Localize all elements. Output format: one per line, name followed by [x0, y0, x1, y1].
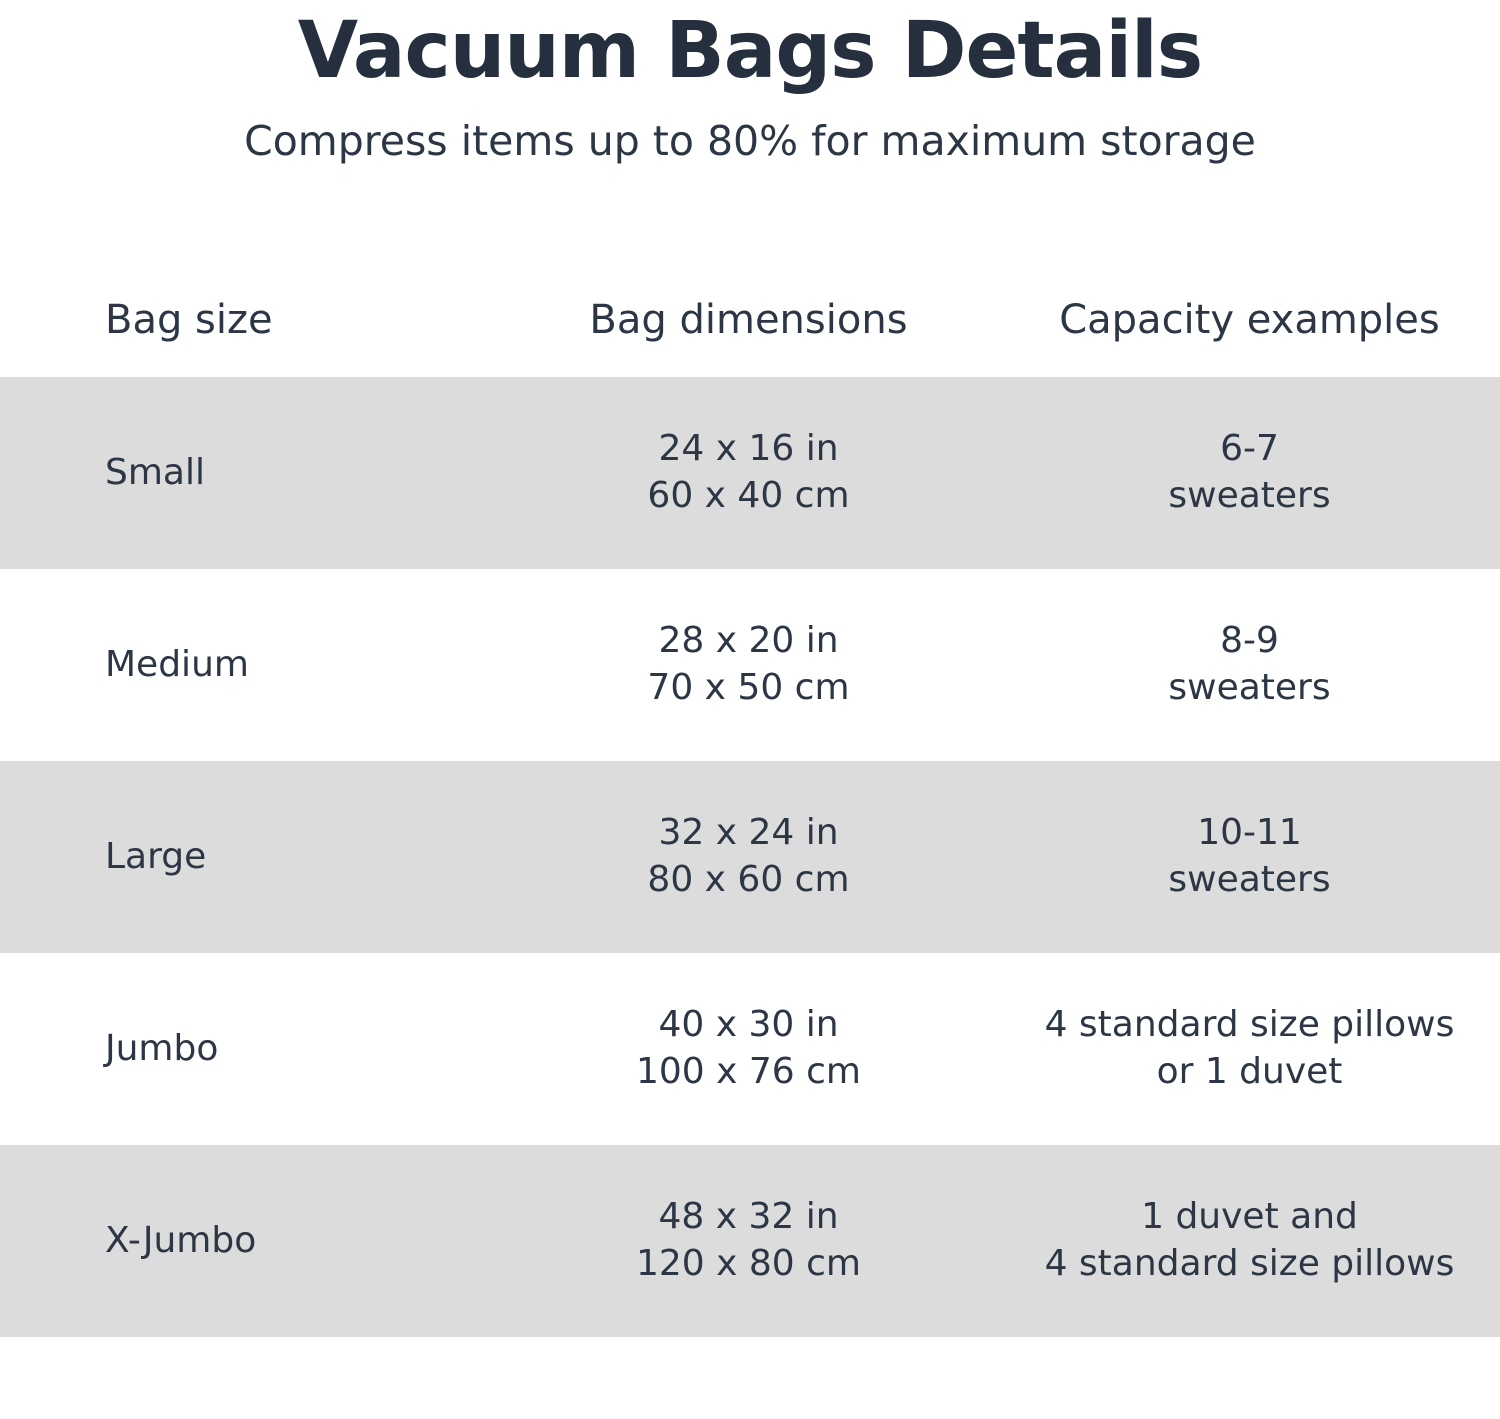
capacity-line-1: 8-9 — [1220, 620, 1279, 662]
capacity-line-2: 4 standard size pillows — [1044, 1242, 1455, 1284]
capacity-line-1: 10-11 — [1197, 812, 1302, 854]
specs-table — [0, 287, 1500, 1337]
capacity-line-1: 6-7 — [1220, 428, 1279, 470]
table-row — [0, 953, 1500, 1145]
cell-bag-size: Jumbo — [105, 1027, 219, 1069]
capacity-line-1: 4 standard size pillows — [1044, 1004, 1455, 1046]
table-row — [0, 761, 1500, 953]
dimension-inches: 32 x 24 in — [658, 812, 839, 854]
cell-bag-dimensions — [498, 569, 999, 761]
cell-bag-dimensions — [498, 1145, 999, 1337]
vacuum-bags-details-page — [0, 8, 1500, 1419]
table-row — [0, 1145, 1500, 1337]
capacity-line-2: sweaters — [1168, 474, 1331, 516]
cell-capacity — [999, 761, 1500, 953]
table-header — [0, 287, 1500, 377]
cell-bag-size: Medium — [105, 643, 249, 685]
capacity-line-2: or 1 duvet — [1156, 1050, 1343, 1092]
table-header-row — [0, 287, 1500, 377]
dimension-inches: 48 x 32 in — [658, 1196, 839, 1238]
dimension-inches: 28 x 20 in — [658, 620, 839, 662]
cell-bag-dimensions — [498, 953, 999, 1145]
capacity-line-2: sweaters — [1168, 858, 1331, 900]
column-header-bag-dimensions: Bag dimensions — [589, 296, 908, 343]
dimension-centimeters: 60 x 40 cm — [647, 474, 850, 516]
page-subtitle: Compress items up to 80% for maximum storage — [244, 117, 1256, 166]
dimension-centimeters: 70 x 50 cm — [647, 666, 850, 708]
column-header-bag-size: Bag size — [105, 296, 273, 343]
cell-bag-size: Large — [0, 761, 498, 953]
cell-bag-size: X-Jumbo — [0, 1145, 498, 1337]
capacity-line-1: 1 duvet and — [1141, 1196, 1358, 1238]
cell-bag-size: Small — [0, 377, 498, 569]
cell-capacity — [999, 569, 1500, 761]
table-row — [0, 569, 1500, 761]
dimension-inches: 24 x 16 in — [658, 428, 839, 470]
cell-capacity — [999, 1145, 1500, 1337]
page-title: Vacuum Bags Details — [297, 6, 1203, 96]
cell-bag-dimensions — [498, 377, 999, 569]
cell-bag-dimensions — [498, 761, 999, 953]
cell-capacity — [999, 953, 1500, 1145]
table-body — [0, 377, 1500, 1337]
table-row — [0, 377, 1500, 569]
cell-capacity — [999, 377, 1500, 569]
specs-table-wrapper — [0, 287, 1500, 1337]
dimension-inches: 40 x 30 in — [658, 1004, 839, 1046]
capacity-line-2: sweaters — [1168, 666, 1331, 708]
column-header-capacity-examples: Capacity examples — [1059, 296, 1440, 343]
dimension-centimeters: 80 x 60 cm — [647, 858, 850, 900]
dimension-centimeters: 100 x 76 cm — [635, 1050, 861, 1092]
dimension-centimeters: 120 x 80 cm — [635, 1242, 861, 1284]
